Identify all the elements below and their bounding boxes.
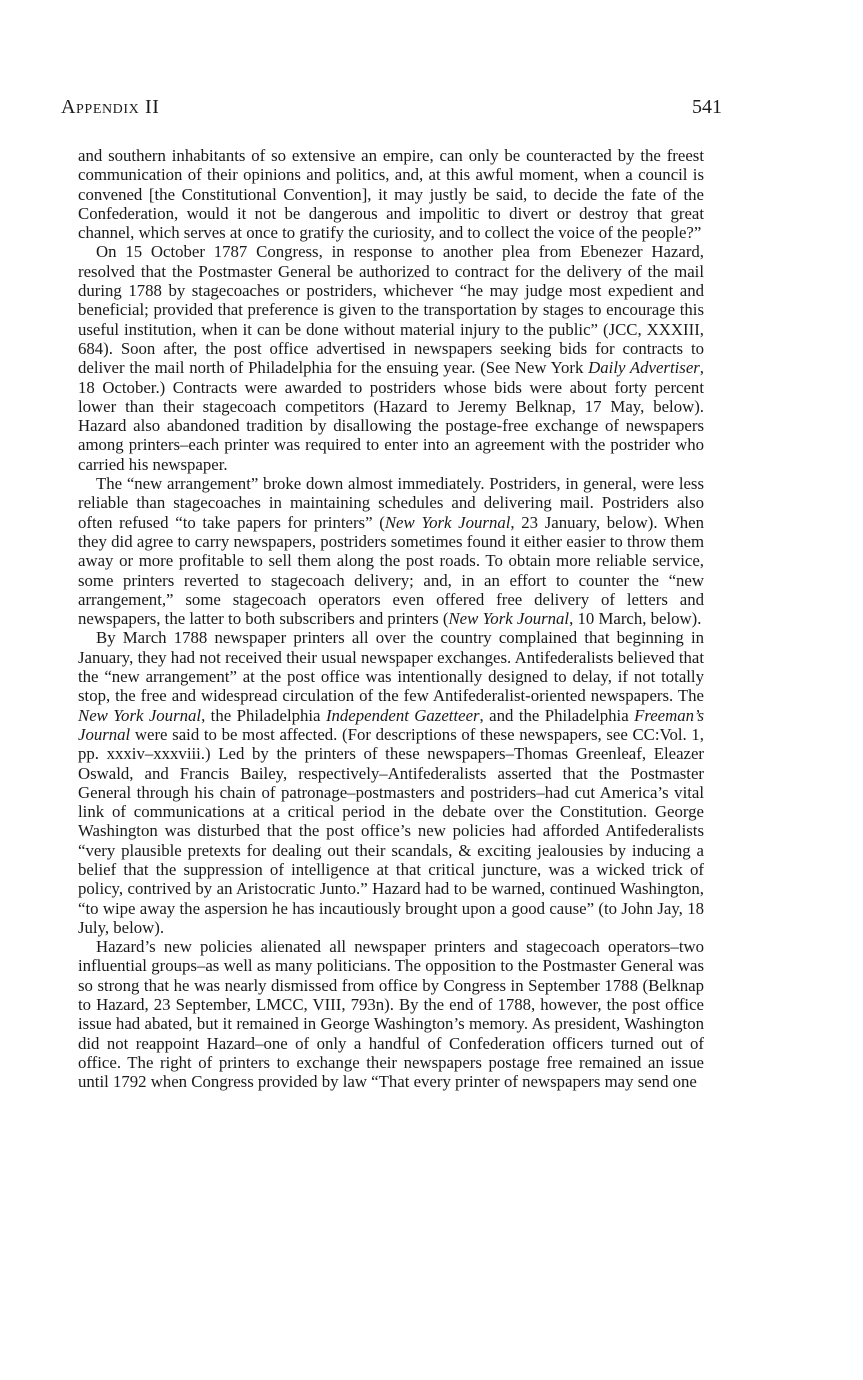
- page-number: 541: [692, 96, 722, 118]
- text-run: By March 1788 newspaper printers all over the country complained that beginning in January, they had not received their usual newspaper exchanges. Antifederalists believed that the “new arrangement” at the post office was intentionally designed to delay, if not totally stop, the free and widespread circulation of the few Antifederalist-oriented newspapers. The: [78, 628, 704, 706]
- italic-title: Daily Advertiser: [588, 358, 700, 378]
- paragraph-new-arrangement: [78, 474, 704, 628]
- text-run: were said to be most affected. (For descriptions of these newspapers, see CC:Vol. 1, pp. xxxiv–xxxviii.) Led by the printers of these newspapers–Thomas Greenleaf, Eleazer Oswald, and Francis Bailey, respectively–Antifederalists asserted that the Postmaster General through his chain of patronage–postmasters and postriders–had cut America’s vital link of communications at a critical period in the debate over the Constitution. George Washington was disturbed that the post office’s new policies had afforded Antifederalists “very plausible pretexts for dealing out their scandals, & exciting jealousies by inducing a belief that the suppression of intelligence at that critical juncture, was a wicked trick of policy, contrived by an Aristocratic Junto.” Hazard had to be warned, continued Washington, “to wipe away the aspersion he has incautiously brought upon a good cause” (to John Jay, 18 July, below).: [78, 724, 704, 937]
- paragraph-hazard-policies: [78, 937, 704, 1091]
- paragraph-printers-complaints: [78, 628, 704, 937]
- page-header: [61, 96, 722, 119]
- text-run: , and the Philadelphia: [479, 705, 635, 725]
- paragraph-continued: [78, 146, 704, 242]
- italic-title: Freeman’s Journal: [78, 705, 704, 744]
- text-run: , 23 January, below). When they did agree to carry newspapers, postriders sometimes found it either easier to throw them away or more profitable to sell them along the post roads. To obtain more reliable service, some printers reverted to stagecoach delivery; and, in an effort to counter the “new arrangement,” some stagecoach operators even offered free delivery of letters and newspapers, the latter to both subscribers and printers (: [78, 512, 704, 629]
- italic-title: Independent Gazetteer: [325, 705, 480, 725]
- italic-title: New York Journal: [78, 705, 202, 725]
- text-run: , the Philadelphia: [201, 705, 326, 725]
- text-run: Hazard’s new policies alienated all newspaper printers and stagecoach operators–two influential groups–as well as many politicians. The opposition to the Postmaster General was so strong that he was nearly dismissed from office by Congress in September 1788 (Belknap to Hazard, 23 September, LMCC, VIII, 793n). By the end of 1788, however, the post office issue had abated, but it remained in George Washington’s memory. As president, Washington did not reappoint Hazard–one of only a handful of Confederation officers turned out of office. The right of printers to exchange their newspapers postage free remained an issue until 1792 when Congress provided by law “That every printer of newspapers may send one: [78, 937, 704, 1092]
- italic-title: New York Journal: [384, 512, 511, 532]
- text-run: , 10 March, below).: [569, 609, 702, 629]
- paragraph-congress-resolution: [78, 242, 704, 474]
- text-run: On 15 October 1787 Congress, in response to another plea from Ebenezer Hazard, resolved that the Postmaster General be authorized to contract for the delivery of the mail during 1788 by stagecoaches or postriders, whichever “he may judge most expedient and beneficial; provided that preference is given to the transportation by stages to encourage this useful institution, when it can be done without material injury to the public” (JCC, XXXIII, 684). Soon after, the post office advertised in newspapers seeking bids for contracts to deliver the mail north of Philadelphia for the ensuing year. (See New York: [78, 242, 704, 378]
- body-text: [78, 146, 704, 1092]
- text-run: , 18 October.) Contracts were awarded to postriders whose bids were about forty percent lower than their stagecoach competitors (Hazard to Jeremy Belknap, 17 May, below). Hazard also abandoned tradition by disallowing the postage-free exchange of newspapers among printers–each printer was required to enter into an agreement with the postrider who carried his newspaper.: [78, 358, 704, 474]
- text-run: and southern inhabitants of so extensive an empire, can only be counteracted by the freest communication of their opinions and politics, and, at this awful moment, when a council is convened [the Constitutional Convention], it may justly be said, to decide the fate of the Confederation, would it not be dangerous and impolitic to divert or destroy that great channel, which serves at once to gratify the curiosity, and to collect the voice of the people?”: [78, 146, 704, 243]
- text-run: The “new arrangement” broke down almost immediately. Postriders, in general, were less reliable than stagecoaches in maintaining schedules and delivering mail. Postriders also often refused “to take papers for printers” (: [78, 474, 704, 532]
- running-head: Appendix II: [61, 96, 160, 118]
- italic-title: New York Journal: [448, 609, 570, 629]
